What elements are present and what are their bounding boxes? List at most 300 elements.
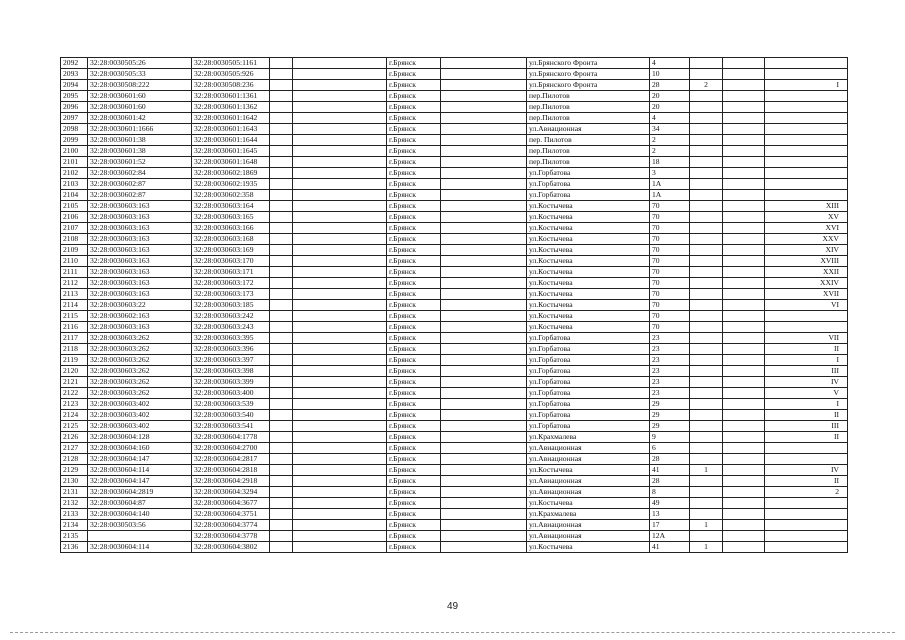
cell-house-number: 28 [650, 80, 690, 91]
cell-blank-col-b [293, 344, 387, 355]
cell-object-cadastral-number: 32:28:0030603:164 [192, 201, 270, 212]
cell-blank-col-b [293, 80, 387, 91]
cell-object-cadastral-number: 32:28:0030603:541 [192, 421, 270, 432]
cell-building-number [690, 476, 723, 487]
cell-blank-col-d [723, 531, 765, 542]
cell-object-cadastral-number: 32:28:0030603:396 [192, 344, 270, 355]
cell-premises-number: II [765, 476, 848, 487]
cell-street: ул.Костычева [527, 278, 650, 289]
table-row [61, 520, 848, 531]
cell-blank-col-a [270, 443, 293, 454]
cell-building-number [690, 190, 723, 201]
cell-blank-col-b [293, 146, 387, 157]
table-row [61, 135, 848, 146]
cell-object-cadastral-number: 32:28:0030604:1778 [192, 432, 270, 443]
cell-object-cadastral-number: 32:28:0030601:1642 [192, 113, 270, 124]
cell-row-number: 2096 [61, 102, 88, 113]
cell-blank-col-b [293, 179, 387, 190]
cell-object-cadastral-number: 32:28:0030603:171 [192, 267, 270, 278]
cell-street: ул.Горбатова [527, 421, 650, 432]
cell-street: пер.Пилотов [527, 157, 650, 168]
cell-street: ул.Горбатова [527, 179, 650, 190]
cell-premises-number: XVIII [765, 256, 848, 267]
cell-premises-number [765, 58, 848, 69]
cell-street: ул.Брянского Фронта [527, 80, 650, 91]
cell-premises-number [765, 124, 848, 135]
table-row [61, 223, 848, 234]
cell-premises-number [765, 91, 848, 102]
cell-blank-col-c [441, 531, 527, 542]
cell-land-cadastral-number: 32:28:0030603:402 [88, 410, 192, 421]
cell-house-number: 23 [650, 355, 690, 366]
cell-building-number [690, 531, 723, 542]
cell-blank-col-d [723, 289, 765, 300]
table-row [61, 69, 848, 80]
cell-house-number: 18 [650, 157, 690, 168]
table-row [61, 168, 848, 179]
table-row [61, 124, 848, 135]
cell-house-number: 70 [650, 267, 690, 278]
cell-blank-col-a [270, 278, 293, 289]
cell-object-cadastral-number: 32:28:0030604:3751 [192, 509, 270, 520]
cell-house-number: 49 [650, 498, 690, 509]
cell-blank-col-b [293, 410, 387, 421]
cell-house-number: 9 [650, 432, 690, 443]
cell-building-number [690, 454, 723, 465]
cell-city: г.Брянск [387, 388, 441, 399]
cell-blank-col-b [293, 223, 387, 234]
cell-blank-col-b [293, 124, 387, 135]
cell-blank-col-c [441, 179, 527, 190]
cell-row-number: 2115 [61, 311, 88, 322]
cell-city: г.Брянск [387, 311, 441, 322]
cell-premises-number: VII [765, 333, 848, 344]
cell-premises-number: I [765, 80, 848, 91]
cell-house-number: 4 [650, 113, 690, 124]
cell-blank-col-c [441, 355, 527, 366]
cell-blank-col-b [293, 234, 387, 245]
cell-land-cadastral-number: 32:28:0030603:402 [88, 399, 192, 410]
cell-land-cadastral-number: 32:28:0030604:147 [88, 454, 192, 465]
table-row [61, 201, 848, 212]
cell-house-number: 2 [650, 135, 690, 146]
cell-street: ул.Костычева [527, 498, 650, 509]
cell-object-cadastral-number: 32:28:0030601:1361 [192, 91, 270, 102]
cell-row-number: 2117 [61, 333, 88, 344]
cell-building-number [690, 146, 723, 157]
cell-house-number: 10 [650, 69, 690, 80]
cell-blank-col-b [293, 531, 387, 542]
cell-row-number: 2126 [61, 432, 88, 443]
footer-divider [10, 632, 895, 633]
cell-building-number [690, 377, 723, 388]
cell-house-number: 20 [650, 91, 690, 102]
cell-blank-col-a [270, 322, 293, 333]
cell-city: г.Брянск [387, 432, 441, 443]
cell-blank-col-c [441, 201, 527, 212]
cell-object-cadastral-number: 32:28:0030603:166 [192, 223, 270, 234]
cell-row-number: 2120 [61, 366, 88, 377]
cell-blank-col-b [293, 278, 387, 289]
cell-blank-col-a [270, 509, 293, 520]
registry-table [60, 57, 848, 553]
cell-building-number [690, 256, 723, 267]
cell-blank-col-d [723, 454, 765, 465]
cell-premises-number: XVII [765, 289, 848, 300]
cell-row-number: 2098 [61, 124, 88, 135]
table-row [61, 454, 848, 465]
cell-building-number [690, 344, 723, 355]
cell-blank-col-b [293, 542, 387, 553]
cell-land-cadastral-number: 32:28:0030601:38 [88, 146, 192, 157]
cell-premises-number [765, 113, 848, 124]
cell-house-number: 29 [650, 421, 690, 432]
cell-building-number [690, 421, 723, 432]
cell-blank-col-d [723, 399, 765, 410]
cell-building-number: 2 [690, 80, 723, 91]
cell-building-number [690, 157, 723, 168]
cell-object-cadastral-number: 32:28:0030603:185 [192, 300, 270, 311]
cell-premises-number: XV [765, 212, 848, 223]
cell-land-cadastral-number: 32:28:0030603:163 [88, 234, 192, 245]
cell-street: ул.Костычева [527, 223, 650, 234]
cell-premises-number: XXV [765, 234, 848, 245]
cell-blank-col-d [723, 135, 765, 146]
cell-blank-col-a [270, 542, 293, 553]
cell-blank-col-b [293, 465, 387, 476]
cell-street: ул.Брянского Фронта [527, 69, 650, 80]
cell-street: ул.Авиационная [527, 476, 650, 487]
cell-row-number: 2136 [61, 542, 88, 553]
cell-building-number [690, 443, 723, 454]
cell-blank-col-d [723, 355, 765, 366]
cell-blank-col-c [441, 399, 527, 410]
cell-premises-number [765, 102, 848, 113]
cell-blank-col-a [270, 245, 293, 256]
cell-premises-number: XIII [765, 201, 848, 212]
cell-land-cadastral-number: 32:28:0030603:262 [88, 333, 192, 344]
cell-blank-col-d [723, 465, 765, 476]
cell-blank-col-a [270, 212, 293, 223]
cell-blank-col-a [270, 487, 293, 498]
cell-building-number [690, 91, 723, 102]
cell-blank-col-d [723, 487, 765, 498]
cell-street: пер.Пилотов [527, 113, 650, 124]
cell-blank-col-a [270, 256, 293, 267]
cell-blank-col-d [723, 245, 765, 256]
cell-premises-number: XIV [765, 245, 848, 256]
cell-blank-col-d [723, 377, 765, 388]
cell-building-number [690, 498, 723, 509]
cell-building-number [690, 245, 723, 256]
cell-street: ул.Горбатова [527, 333, 650, 344]
cell-blank-col-b [293, 190, 387, 201]
cell-land-cadastral-number: 32:28:0030603:402 [88, 421, 192, 432]
cell-blank-col-b [293, 366, 387, 377]
cell-building-number [690, 355, 723, 366]
cell-blank-col-a [270, 388, 293, 399]
cell-object-cadastral-number: 32:28:0030603:168 [192, 234, 270, 245]
cell-land-cadastral-number: 32:28:0030604:147 [88, 476, 192, 487]
cell-blank-col-b [293, 256, 387, 267]
cell-land-cadastral-number: 32:28:0030603:262 [88, 388, 192, 399]
cell-object-cadastral-number: 32:28:0030602:1935 [192, 179, 270, 190]
cell-blank-col-a [270, 201, 293, 212]
table-row [61, 190, 848, 201]
cell-city: г.Брянск [387, 344, 441, 355]
cell-blank-col-a [270, 300, 293, 311]
cell-object-cadastral-number: 32:28:0030603:172 [192, 278, 270, 289]
cell-building-number [690, 168, 723, 179]
cell-row-number: 2118 [61, 344, 88, 355]
cell-city: г.Брянск [387, 113, 441, 124]
cell-house-number: 70 [650, 300, 690, 311]
cell-premises-number [765, 443, 848, 454]
table-row [61, 256, 848, 267]
cell-blank-col-c [441, 476, 527, 487]
cell-street: ул.Костычева [527, 245, 650, 256]
cell-street: пер.Пилотов [527, 102, 650, 113]
cell-blank-col-a [270, 91, 293, 102]
table-row [61, 355, 848, 366]
cell-city: г.Брянск [387, 454, 441, 465]
cell-premises-number [765, 311, 848, 322]
cell-house-number: 70 [650, 322, 690, 333]
table-row [61, 443, 848, 454]
cell-object-cadastral-number: 32:28:0030603:169 [192, 245, 270, 256]
table-row [61, 421, 848, 432]
cell-city: г.Брянск [387, 135, 441, 146]
cell-object-cadastral-number: 32:28:0030604:2918 [192, 476, 270, 487]
cell-land-cadastral-number: 32:28:0030505:33 [88, 69, 192, 80]
cell-house-number: 3 [650, 168, 690, 179]
cell-blank-col-d [723, 509, 765, 520]
cell-street: ул.Горбатова [527, 344, 650, 355]
cell-blank-col-c [441, 91, 527, 102]
cell-land-cadastral-number: 32:28:0030602:84 [88, 168, 192, 179]
cell-city: г.Брянск [387, 355, 441, 366]
cell-object-cadastral-number: 32:28:0030604:3677 [192, 498, 270, 509]
cell-row-number: 2112 [61, 278, 88, 289]
cell-blank-col-d [723, 234, 765, 245]
cell-building-number [690, 102, 723, 113]
cell-city: г.Брянск [387, 58, 441, 69]
cell-building-number [690, 113, 723, 124]
cell-street: ул.Костычева [527, 465, 650, 476]
cell-city: г.Брянск [387, 509, 441, 520]
cell-city: г.Брянск [387, 377, 441, 388]
cell-building-number [690, 234, 723, 245]
cell-building-number [690, 366, 723, 377]
cell-object-cadastral-number: 32:28:0030603:395 [192, 333, 270, 344]
cell-house-number: 70 [650, 234, 690, 245]
cell-premises-number: 2 [765, 487, 848, 498]
cell-street: ул.Горбатова [527, 168, 650, 179]
cell-building-number [690, 388, 723, 399]
page-number: 49 [446, 601, 459, 612]
cell-building-number [690, 212, 723, 223]
cell-blank-col-c [441, 333, 527, 344]
cell-premises-number [765, 322, 848, 333]
cell-row-number: 2109 [61, 245, 88, 256]
cell-blank-col-b [293, 91, 387, 102]
cell-object-cadastral-number: 32:28:0030603:397 [192, 355, 270, 366]
cell-blank-col-b [293, 201, 387, 212]
cell-object-cadastral-number: 32:28:0030601:1362 [192, 102, 270, 113]
table-row [61, 311, 848, 322]
cell-object-cadastral-number: 32:28:0030601:1648 [192, 157, 270, 168]
cell-row-number: 2116 [61, 322, 88, 333]
table-row [61, 91, 848, 102]
cell-land-cadastral-number: 32:28:0030603:262 [88, 366, 192, 377]
cell-city: г.Брянск [387, 399, 441, 410]
cell-blank-col-a [270, 399, 293, 410]
cell-object-cadastral-number: 32:28:0030603:242 [192, 311, 270, 322]
cell-building-number [690, 69, 723, 80]
cell-blank-col-d [723, 102, 765, 113]
cell-blank-col-c [441, 157, 527, 168]
cell-blank-col-d [723, 267, 765, 278]
cell-blank-col-c [441, 135, 527, 146]
cell-object-cadastral-number: 32:28:0030601:1645 [192, 146, 270, 157]
cell-building-number [690, 333, 723, 344]
cell-blank-col-a [270, 223, 293, 234]
cell-house-number: 28 [650, 454, 690, 465]
cell-city: г.Брянск [387, 179, 441, 190]
cell-blank-col-a [270, 366, 293, 377]
cell-land-cadastral-number: 32:28:0030603:262 [88, 344, 192, 355]
cell-blank-col-c [441, 69, 527, 80]
cell-building-number: 1 [690, 520, 723, 531]
table-row [61, 322, 848, 333]
cell-blank-col-d [723, 443, 765, 454]
cell-land-cadastral-number: 32:28:0030601:38 [88, 135, 192, 146]
cell-premises-number [765, 542, 848, 553]
cell-land-cadastral-number: 32:28:0030604:140 [88, 509, 192, 520]
cell-land-cadastral-number: 32:28:0030603:163 [88, 245, 192, 256]
cell-blank-col-a [270, 377, 293, 388]
cell-premises-number: I [765, 399, 848, 410]
table-row [61, 388, 848, 399]
cell-blank-col-a [270, 410, 293, 421]
cell-land-cadastral-number: 32:28:0030603:163 [88, 256, 192, 267]
cell-house-number: 2 [650, 146, 690, 157]
cell-blank-col-b [293, 322, 387, 333]
cell-blank-col-b [293, 388, 387, 399]
cell-premises-number: VI [765, 300, 848, 311]
table-row [61, 113, 848, 124]
cell-house-number: 70 [650, 212, 690, 223]
cell-object-cadastral-number: 32:28:0030603:243 [192, 322, 270, 333]
cell-city: г.Брянск [387, 366, 441, 377]
cell-row-number: 2110 [61, 256, 88, 267]
cell-blank-col-d [723, 157, 765, 168]
cell-blank-col-b [293, 377, 387, 388]
table-body [61, 58, 848, 553]
cell-city: г.Брянск [387, 91, 441, 102]
cell-premises-number: III [765, 421, 848, 432]
cell-blank-col-c [441, 432, 527, 443]
cell-blank-col-c [441, 498, 527, 509]
cell-row-number: 2132 [61, 498, 88, 509]
cell-land-cadastral-number: 32:28:0030603:163 [88, 278, 192, 289]
cell-street: ул.Костычева [527, 201, 650, 212]
cell-blank-col-a [270, 102, 293, 113]
table-row [61, 58, 848, 69]
cell-row-number: 2119 [61, 355, 88, 366]
cell-row-number: 2100 [61, 146, 88, 157]
cell-land-cadastral-number: 32:28:0030601:1666 [88, 124, 192, 135]
cell-premises-number [765, 454, 848, 465]
cell-blank-col-c [441, 168, 527, 179]
cell-object-cadastral-number: 32:28:0030601:1644 [192, 135, 270, 146]
cell-city: г.Брянск [387, 69, 441, 80]
cell-house-number: 41 [650, 542, 690, 553]
cell-building-number [690, 432, 723, 443]
cell-land-cadastral-number: 32:28:0030603:163 [88, 223, 192, 234]
cell-street: ул.Авиационная [527, 443, 650, 454]
cell-premises-number: II [765, 432, 848, 443]
cell-blank-col-d [723, 410, 765, 421]
cell-building-number [690, 300, 723, 311]
cell-house-number: 70 [650, 289, 690, 300]
cell-blank-col-d [723, 388, 765, 399]
cell-house-number: 4 [650, 58, 690, 69]
cell-house-number: 29 [650, 399, 690, 410]
cell-land-cadastral-number [88, 531, 192, 542]
cell-row-number: 2103 [61, 179, 88, 190]
cell-city: г.Брянск [387, 80, 441, 91]
cell-blank-col-d [723, 91, 765, 102]
cell-city: г.Брянск [387, 421, 441, 432]
table-row [61, 509, 848, 520]
cell-city: г.Брянск [387, 278, 441, 289]
cell-premises-number [765, 146, 848, 157]
cell-building-number [690, 267, 723, 278]
cell-blank-col-d [723, 476, 765, 487]
cell-house-number: 70 [650, 256, 690, 267]
cell-blank-col-b [293, 102, 387, 113]
cell-city: г.Брянск [387, 542, 441, 553]
cell-blank-col-b [293, 421, 387, 432]
cell-blank-col-a [270, 432, 293, 443]
cell-land-cadastral-number: 32:28:0030603:163 [88, 201, 192, 212]
cell-blank-col-a [270, 267, 293, 278]
cell-land-cadastral-number: 32:28:0030602:87 [88, 190, 192, 201]
cell-street: пер. Пилотов [527, 135, 650, 146]
cell-city: г.Брянск [387, 520, 441, 531]
cell-blank-col-a [270, 333, 293, 344]
cell-blank-col-a [270, 289, 293, 300]
cell-city: г.Брянск [387, 333, 441, 344]
cell-premises-number [765, 190, 848, 201]
cell-blank-col-b [293, 333, 387, 344]
cell-house-number: 70 [650, 245, 690, 256]
cell-house-number: 29 [650, 410, 690, 421]
cell-street: ул.Авиационная [527, 487, 650, 498]
cell-land-cadastral-number: 32:28:0030604:87 [88, 498, 192, 509]
cell-blank-col-a [270, 157, 293, 168]
cell-object-cadastral-number: 32:28:0030603:540 [192, 410, 270, 421]
cell-building-number: 1 [690, 465, 723, 476]
cell-row-number: 2127 [61, 443, 88, 454]
cell-blank-col-a [270, 124, 293, 135]
cell-row-number: 2129 [61, 465, 88, 476]
cell-land-cadastral-number: 32:28:0030604:160 [88, 443, 192, 454]
cell-house-number: 70 [650, 201, 690, 212]
cell-street: ул.Авиационная [527, 531, 650, 542]
cell-blank-col-b [293, 135, 387, 146]
